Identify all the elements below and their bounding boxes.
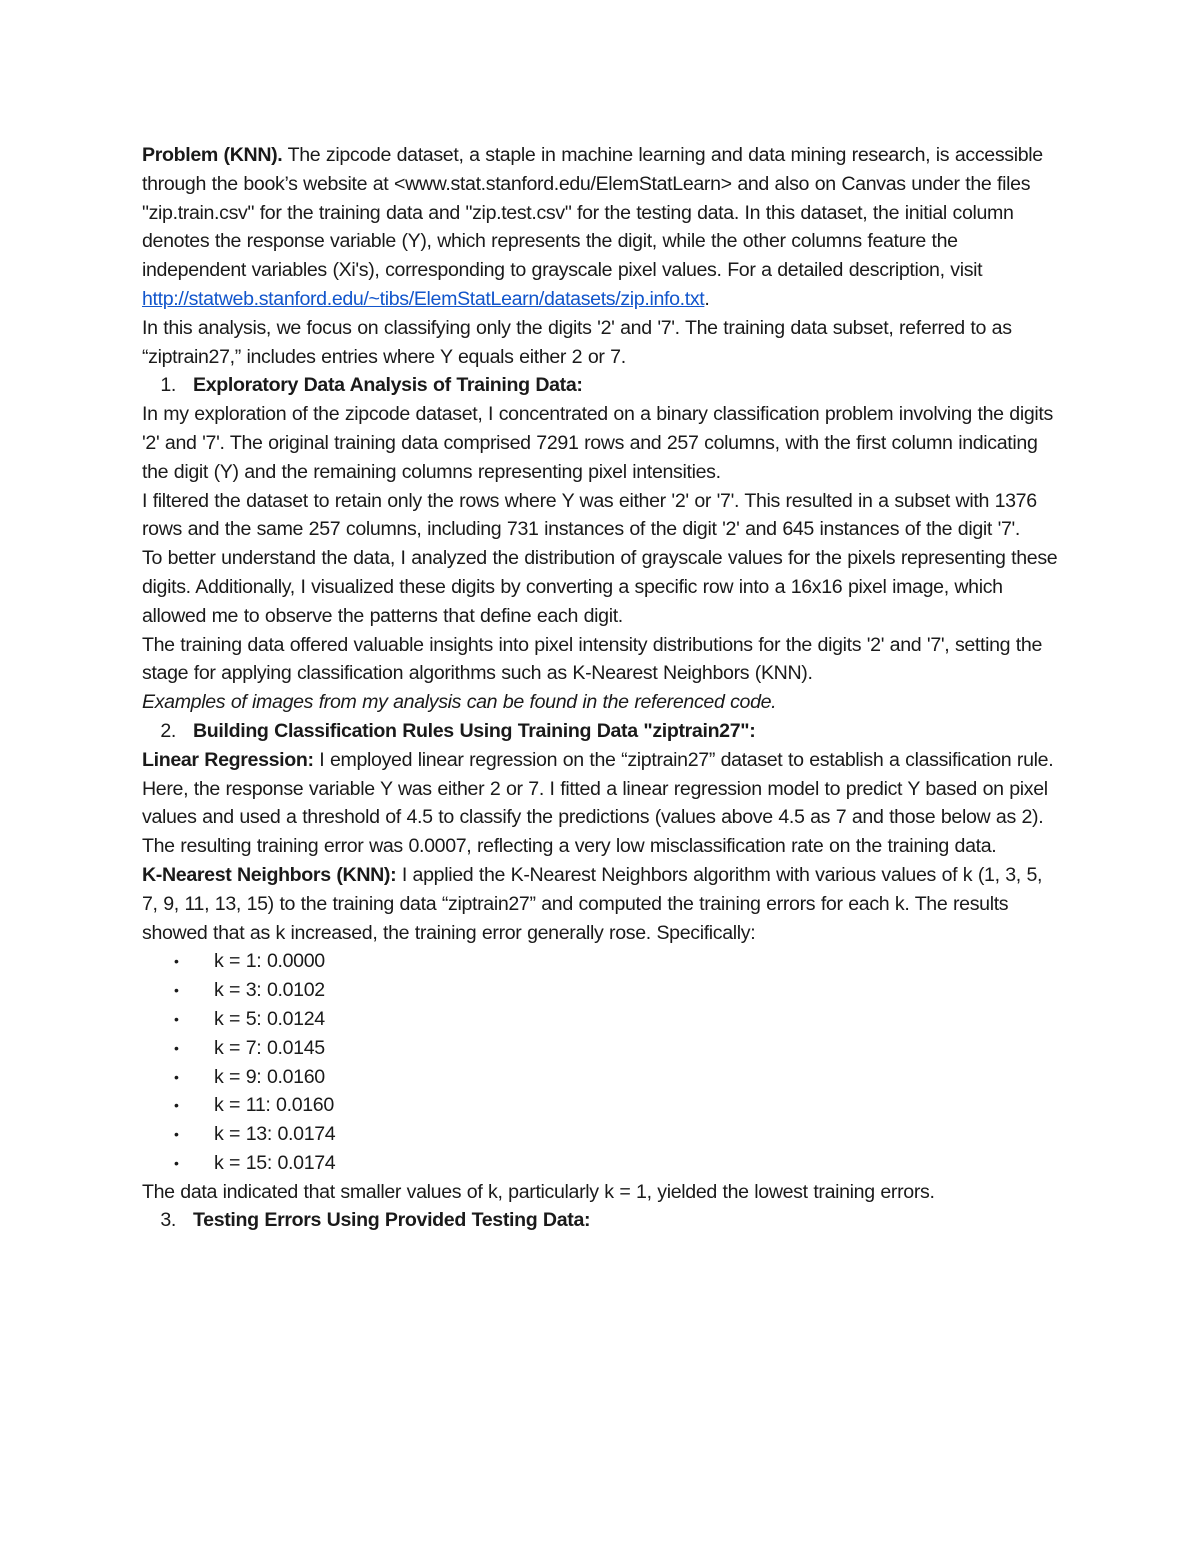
list-item bbox=[142, 1005, 1062, 1034]
bullet-icon: • bbox=[174, 1010, 179, 1027]
section-1-paragraph: To better understand the data, I analyzed the distribution of grayscale values for the pixels representing these digits. Additionally, I visualized these digits by converting a specific row into a 16x16 pixel image, which allowed me to observe the patterns that define each digit. bbox=[142, 547, 1058, 627]
document-body bbox=[142, 141, 1062, 1235]
section-2-number: 2. bbox=[160, 719, 176, 742]
list-item bbox=[142, 1149, 1062, 1178]
link-suffix: . bbox=[704, 287, 710, 310]
k-error-value: k = 13: 0.0174 bbox=[214, 1123, 336, 1146]
k-error-value: k = 7: 0.0145 bbox=[214, 1036, 325, 1059]
k-error-value: k = 11: 0.0160 bbox=[214, 1094, 334, 1117]
bullet-icon: • bbox=[174, 953, 179, 970]
bullet-icon: • bbox=[174, 1039, 179, 1056]
list-item bbox=[142, 1091, 1062, 1120]
section-1-title: Exploratory Data Analysis of Training Data: bbox=[193, 374, 583, 397]
linear-regression-paragraph bbox=[142, 746, 1062, 861]
list-item bbox=[142, 976, 1062, 1005]
knn-conclusion: The data indicated that smaller values of k, particularly k = 1, yielded the lowest training errors. bbox=[142, 1180, 935, 1203]
knn-text: I applied the K-Nearest Neighbors algorithm with various values of k (1, 3, 5, 7, 9, 11, 13, 15) to the training data “ziptrain27” and computed the training errors for each k. The results showed that as k increased, the training error generally rose. Specifically: bbox=[142, 863, 1043, 944]
section-1-paragraph: In my exploration of the zipcode dataset, I concentrated on a binary classification problem involving the digits '2' and '7'. The original training data comprised 7291 rows and 257 columns, with the first column indicating the digit (Y) and the remaining columns representing pixel intensities. bbox=[142, 403, 1053, 483]
bullet-icon: • bbox=[174, 1126, 179, 1143]
section-1-paragraph: The training data offered valuable insights into pixel intensity distributions for the digits '2' and '7', setting the stage for applying classification algorithms such as K-Nearest Neighbors (KNN). bbox=[142, 633, 1042, 685]
knn-label: K-Nearest Neighbors (KNN): bbox=[142, 863, 397, 886]
intro-paragraph bbox=[142, 141, 1062, 314]
list-item bbox=[142, 947, 1062, 976]
k-error-value: k = 9: 0.0160 bbox=[214, 1065, 325, 1088]
k-error-value: k = 1: 0.0000 bbox=[214, 950, 325, 973]
section-3-title: Testing Errors Using Provided Testing Data: bbox=[193, 1209, 591, 1232]
k-error-value: k = 5: 0.0124 bbox=[214, 1007, 325, 1030]
list-item bbox=[142, 1063, 1062, 1092]
linear-regression-label: Linear Regression: bbox=[142, 748, 314, 771]
bullet-icon: • bbox=[174, 1068, 179, 1085]
knn-paragraph bbox=[142, 861, 1062, 947]
list-item bbox=[142, 1120, 1062, 1149]
bullet-icon: • bbox=[174, 982, 179, 999]
bullet-icon: • bbox=[174, 1154, 179, 1171]
focus-paragraph: In this analysis, we focus on classifying only the digits '2' and '7'. The training data subset, referred to as “ziptrain27,” includes entries where Y equals either 2 or 7. bbox=[142, 316, 1012, 368]
k-error-value: k = 3: 0.0102 bbox=[214, 979, 325, 1002]
section-1-paragraph: I filtered the dataset to retain only the rows where Y was either '2' or '7'. This resulted in a subset with 1376 rows and the same 257 columns, including 731 instances of the digit '2' and 645 instances of the digit '7'. bbox=[142, 489, 1037, 541]
section-3-heading bbox=[142, 1206, 1062, 1235]
intro-text: The zipcode dataset, a staple in machine learning and data mining research, is accessible through the book’s website at <www.stat.stanford.edu/ElemStatLearn> and also on Canvas under the files "zip.train.csv" for the training data and "zip.test.csv" for the testing data. In this dataset, the initial column denotes the response variable (Y), which represents the digit, while the other columns feature the independent variables (Xi's), corresponding to grayscale pixel values. For a detailed description, visit bbox=[142, 144, 1043, 282]
problem-label: Problem (KNN). bbox=[142, 144, 283, 166]
section-2-title: Building Classification Rules Using Training Data "ziptrain27": bbox=[193, 719, 756, 742]
section-1-italic-note: Examples of images from my analysis can be found in the referenced code. bbox=[142, 691, 777, 714]
bullet-icon: • bbox=[174, 1097, 179, 1114]
list-item bbox=[142, 1034, 1062, 1063]
section-3-number: 3. bbox=[160, 1209, 176, 1232]
linear-regression-text: I employed linear regression on the “ziptrain27” dataset to establish a classification rule. Here, the response variable Y was either 2 or 7. I fitted a linear regression model to predict Y based on pixel values and used a threshold of 4.5 to classify the predictions (values above 4.5 as 7 and those below as 2). The resulting training error was 0.0007, reflecting a very low misclassification rate on the training data. bbox=[142, 748, 1054, 858]
k-error-value: k = 15: 0.0174 bbox=[214, 1151, 336, 1174]
k-error-list bbox=[142, 947, 1062, 1177]
section-1-heading bbox=[142, 371, 1062, 400]
section-2-heading bbox=[142, 717, 1062, 746]
section-1-number: 1. bbox=[160, 374, 176, 397]
dataset-info-link[interactable]: http://statweb.stanford.edu/~tibs/ElemStatLearn/datasets/zip.info.txt bbox=[142, 287, 705, 310]
